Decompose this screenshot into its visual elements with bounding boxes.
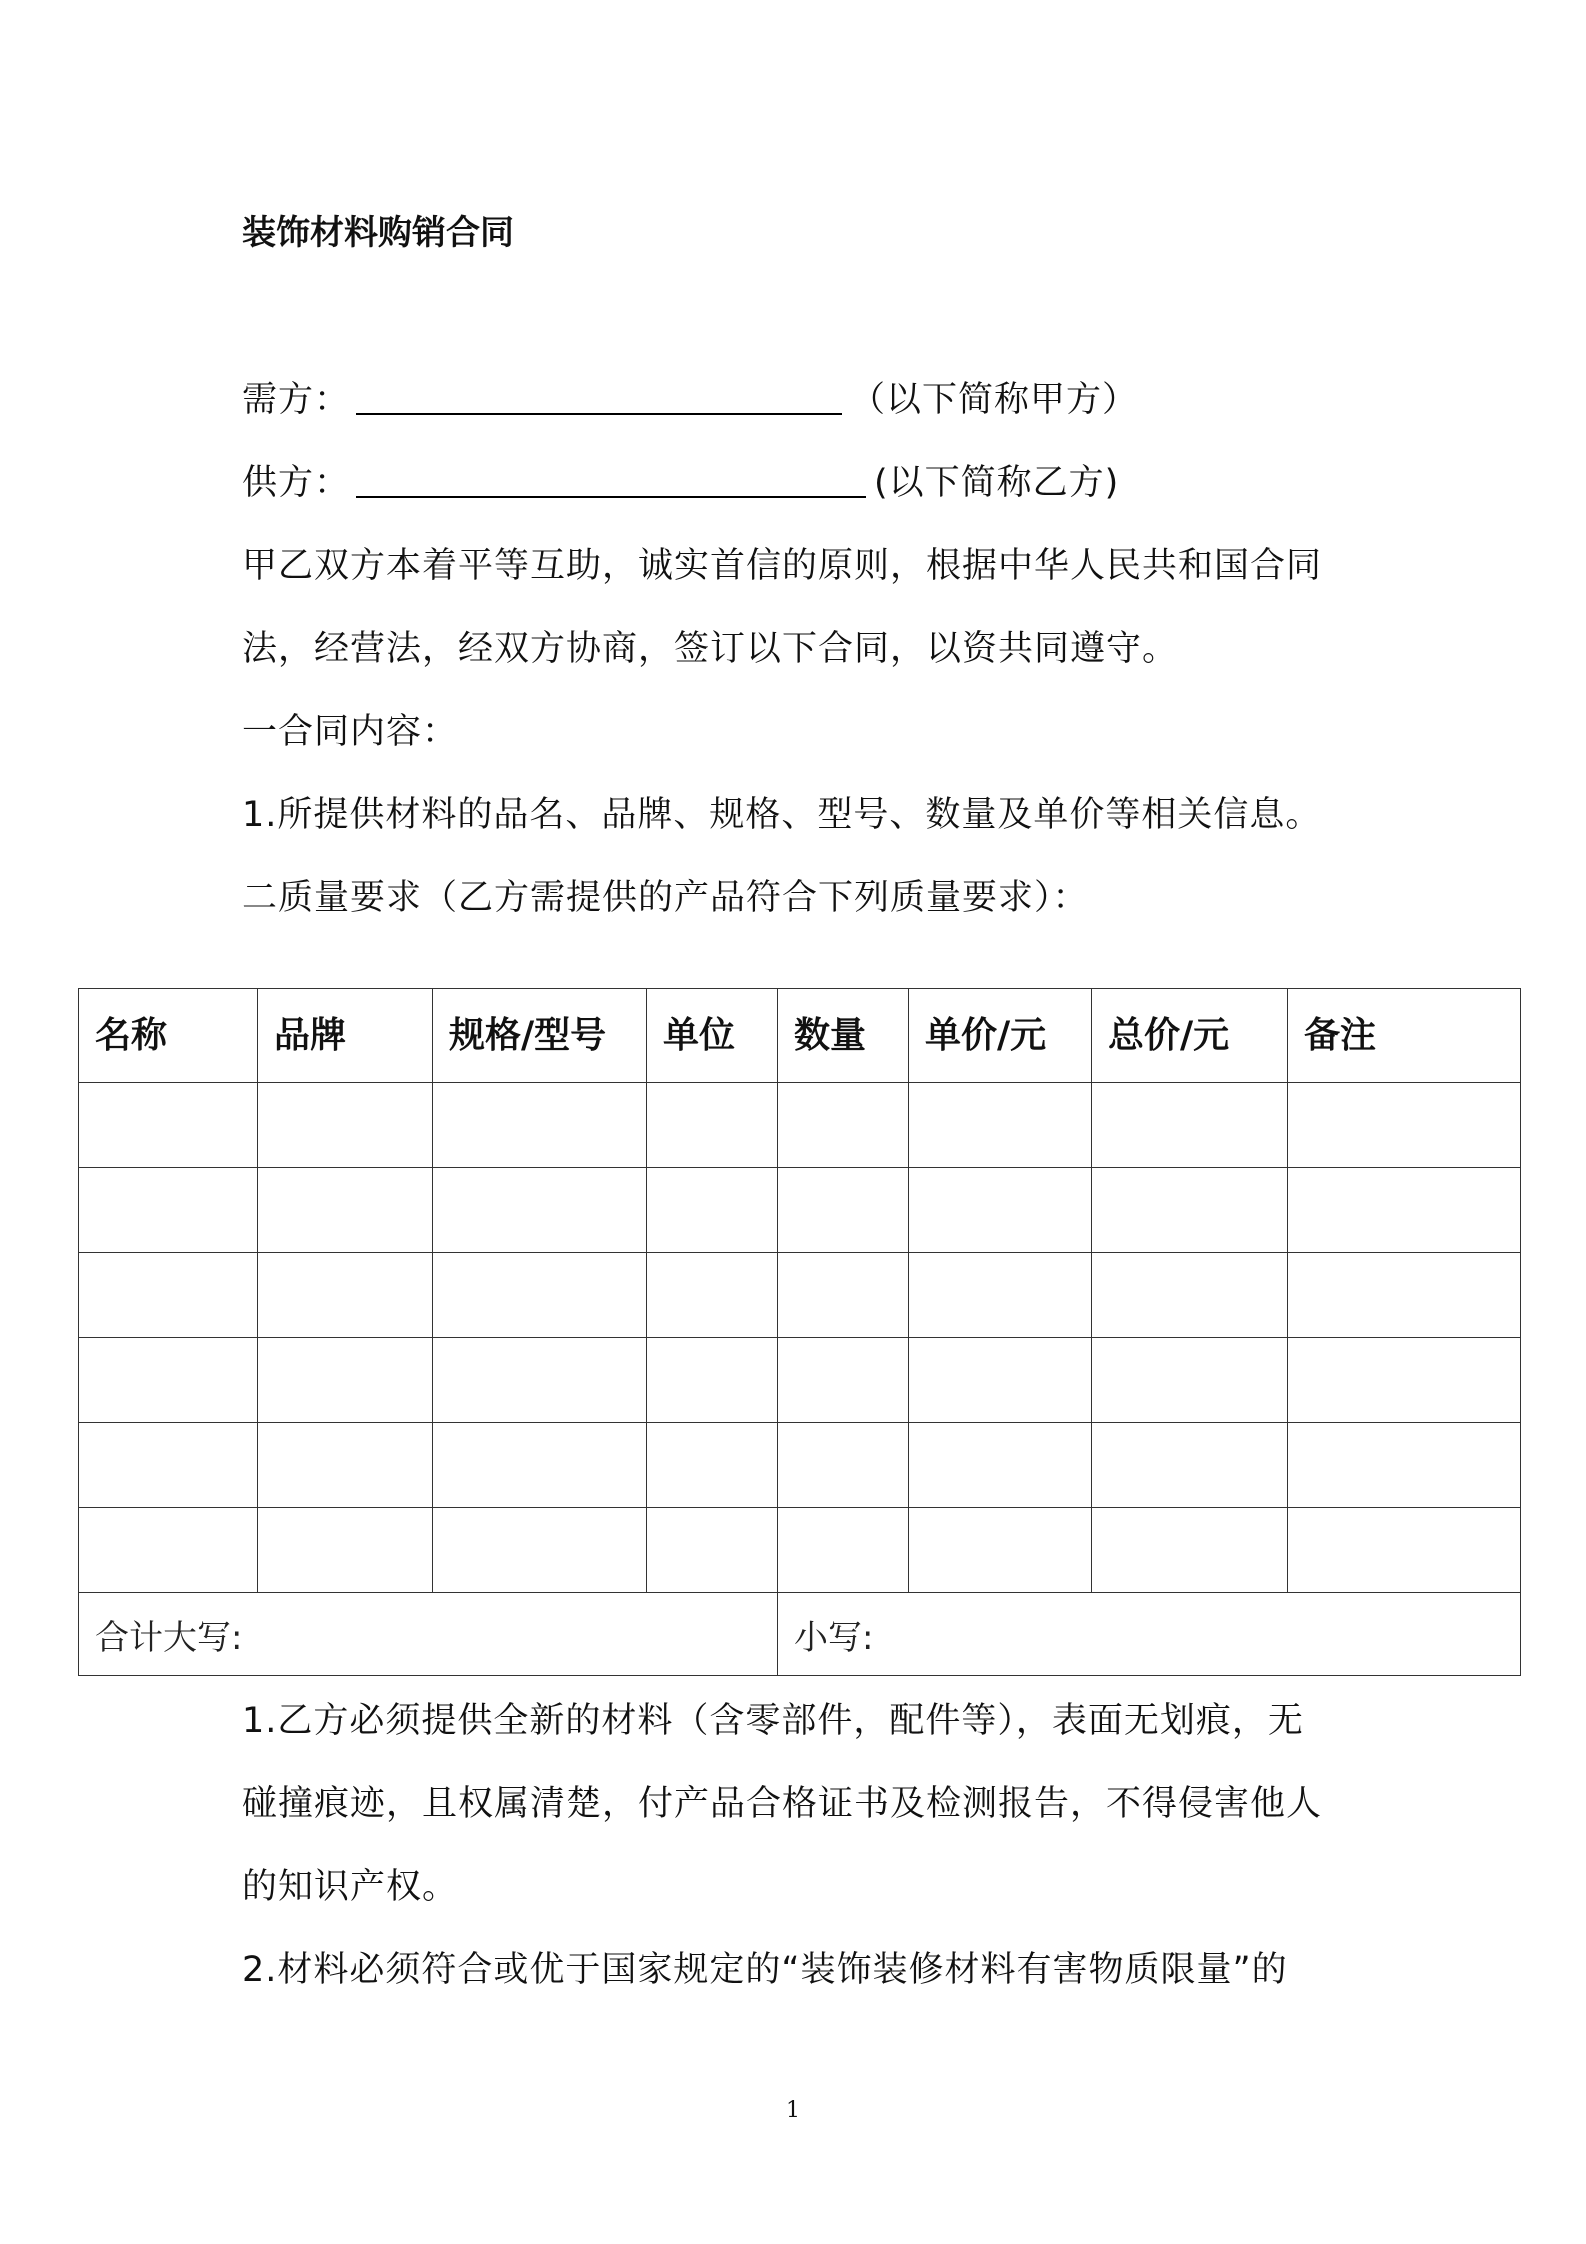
- table-cell[interactable]: [909, 1253, 1092, 1338]
- table-row: [79, 1423, 1521, 1508]
- table-row: [79, 1508, 1521, 1593]
- table-cell[interactable]: [909, 1508, 1092, 1593]
- buyer-line: [242, 372, 1138, 422]
- table-cell[interactable]: [79, 1083, 258, 1168]
- table-row: [79, 1168, 1521, 1253]
- table-cell[interactable]: [258, 1423, 433, 1508]
- table-cell[interactable]: [647, 1508, 778, 1593]
- total-uppercase-cell[interactable]: 合计大写:: [79, 1593, 778, 1676]
- column-header: 总价/元: [1092, 989, 1288, 1083]
- column-header: 单价/元: [909, 989, 1092, 1083]
- section2-heading: 二质量要求（乙方需提供的产品符合下列质量要求）：: [242, 878, 1089, 918]
- document-title: 装饰材料购销合同: [242, 213, 514, 253]
- table-cell[interactable]: [1092, 1168, 1288, 1253]
- column-header: 数量: [778, 989, 909, 1083]
- table-cell[interactable]: [909, 1338, 1092, 1423]
- table-cell[interactable]: [909, 1083, 1092, 1168]
- table-cell[interactable]: [79, 1508, 258, 1593]
- buyer-note: （以下简称甲方）: [850, 380, 1139, 420]
- table-cell[interactable]: [1092, 1508, 1288, 1593]
- column-header: 名称: [79, 989, 258, 1083]
- table-row: [79, 1253, 1521, 1338]
- table-cell[interactable]: [1288, 1338, 1521, 1423]
- table-cell[interactable]: [778, 1253, 909, 1338]
- intro-line-1: 甲乙双方本着平等互助，诚实首信的原则，根据中华人民共和国合同: [242, 546, 1323, 586]
- table-cell[interactable]: [433, 1253, 647, 1338]
- column-header: 单位: [647, 989, 778, 1083]
- table-cell[interactable]: [778, 1508, 909, 1593]
- table-cell[interactable]: [1288, 1508, 1521, 1593]
- table-cell[interactable]: [778, 1423, 909, 1508]
- table-cell[interactable]: [909, 1423, 1092, 1508]
- total-lowercase-cell[interactable]: 小写:: [778, 1593, 1521, 1676]
- table-cell[interactable]: [79, 1423, 258, 1508]
- table-cell[interactable]: [1288, 1253, 1521, 1338]
- buyer-label: 需方：: [242, 380, 351, 420]
- requirement-1-line-3: 的知识产权。: [242, 1867, 459, 1907]
- materials-table: [78, 988, 1521, 1676]
- table-cell[interactable]: [79, 1338, 258, 1423]
- table-cell[interactable]: [1092, 1423, 1288, 1508]
- intro-line-2: 法，经营法，经双方协商，签订以下合同，以资共同遵守。: [242, 629, 1179, 669]
- table-cell[interactable]: [433, 1423, 647, 1508]
- table-cell[interactable]: [1288, 1423, 1521, 1508]
- supplier-note: (以下简称乙方): [874, 463, 1120, 503]
- column-header: 品牌: [258, 989, 433, 1083]
- table-cell[interactable]: [79, 1253, 258, 1338]
- table-cell[interactable]: [433, 1338, 647, 1423]
- table-cell[interactable]: [258, 1168, 433, 1253]
- section1-item1: 1.所提供材料的品名、品牌、规格、型号、数量及单价等相关信息。: [242, 795, 1322, 835]
- column-header: 规格/型号: [433, 989, 647, 1083]
- table-cell[interactable]: [258, 1083, 433, 1168]
- table-cell[interactable]: [647, 1168, 778, 1253]
- table-row: [79, 1083, 1521, 1168]
- table-cell[interactable]: [1092, 1253, 1288, 1338]
- table-cell[interactable]: [647, 1253, 778, 1338]
- table-header-row: [79, 989, 1521, 1083]
- table-cell[interactable]: [647, 1423, 778, 1508]
- table-total-row: [79, 1593, 1521, 1676]
- requirement-1-line-1: 1.乙方必须提供全新的材料（含零部件，配件等），表面无划痕，无: [242, 1701, 1304, 1741]
- buyer-name-blank[interactable]: [356, 379, 842, 415]
- table-cell[interactable]: [79, 1168, 258, 1253]
- table-cell[interactable]: [258, 1508, 433, 1593]
- table-cell[interactable]: [1288, 1168, 1521, 1253]
- column-header: 备注: [1288, 989, 1521, 1083]
- table-cell[interactable]: [433, 1083, 647, 1168]
- table-cell[interactable]: [258, 1338, 433, 1423]
- supplier-line: [242, 455, 1119, 505]
- table-cell[interactable]: [647, 1338, 778, 1423]
- table-cell[interactable]: [1092, 1338, 1288, 1423]
- table-cell[interactable]: [258, 1253, 433, 1338]
- page-number: 1: [786, 2098, 800, 2123]
- table-cell[interactable]: [909, 1168, 1092, 1253]
- table-body: [79, 1083, 1521, 1676]
- table-cell[interactable]: [1288, 1083, 1521, 1168]
- requirement-1-line-2: 碰撞痕迹，且权属清楚，付产品合格证书及检测报告，不得侵害他人: [242, 1784, 1323, 1824]
- section1-heading: 一合同内容：: [242, 712, 459, 752]
- supplier-label: 供方：: [242, 463, 351, 503]
- table-row: [79, 1338, 1521, 1423]
- table-cell[interactable]: [778, 1338, 909, 1423]
- table-cell[interactable]: [433, 1508, 647, 1593]
- supplier-name-blank[interactable]: [356, 462, 866, 498]
- table-cell[interactable]: [1092, 1083, 1288, 1168]
- table-cell[interactable]: [778, 1168, 909, 1253]
- table-cell[interactable]: [433, 1168, 647, 1253]
- table-cell[interactable]: [778, 1083, 909, 1168]
- table-cell[interactable]: [647, 1083, 778, 1168]
- requirement-2-line-1: 2.材料必须符合或优于国家规定的“装饰装修材料有害物质限量”的: [242, 1950, 1288, 1990]
